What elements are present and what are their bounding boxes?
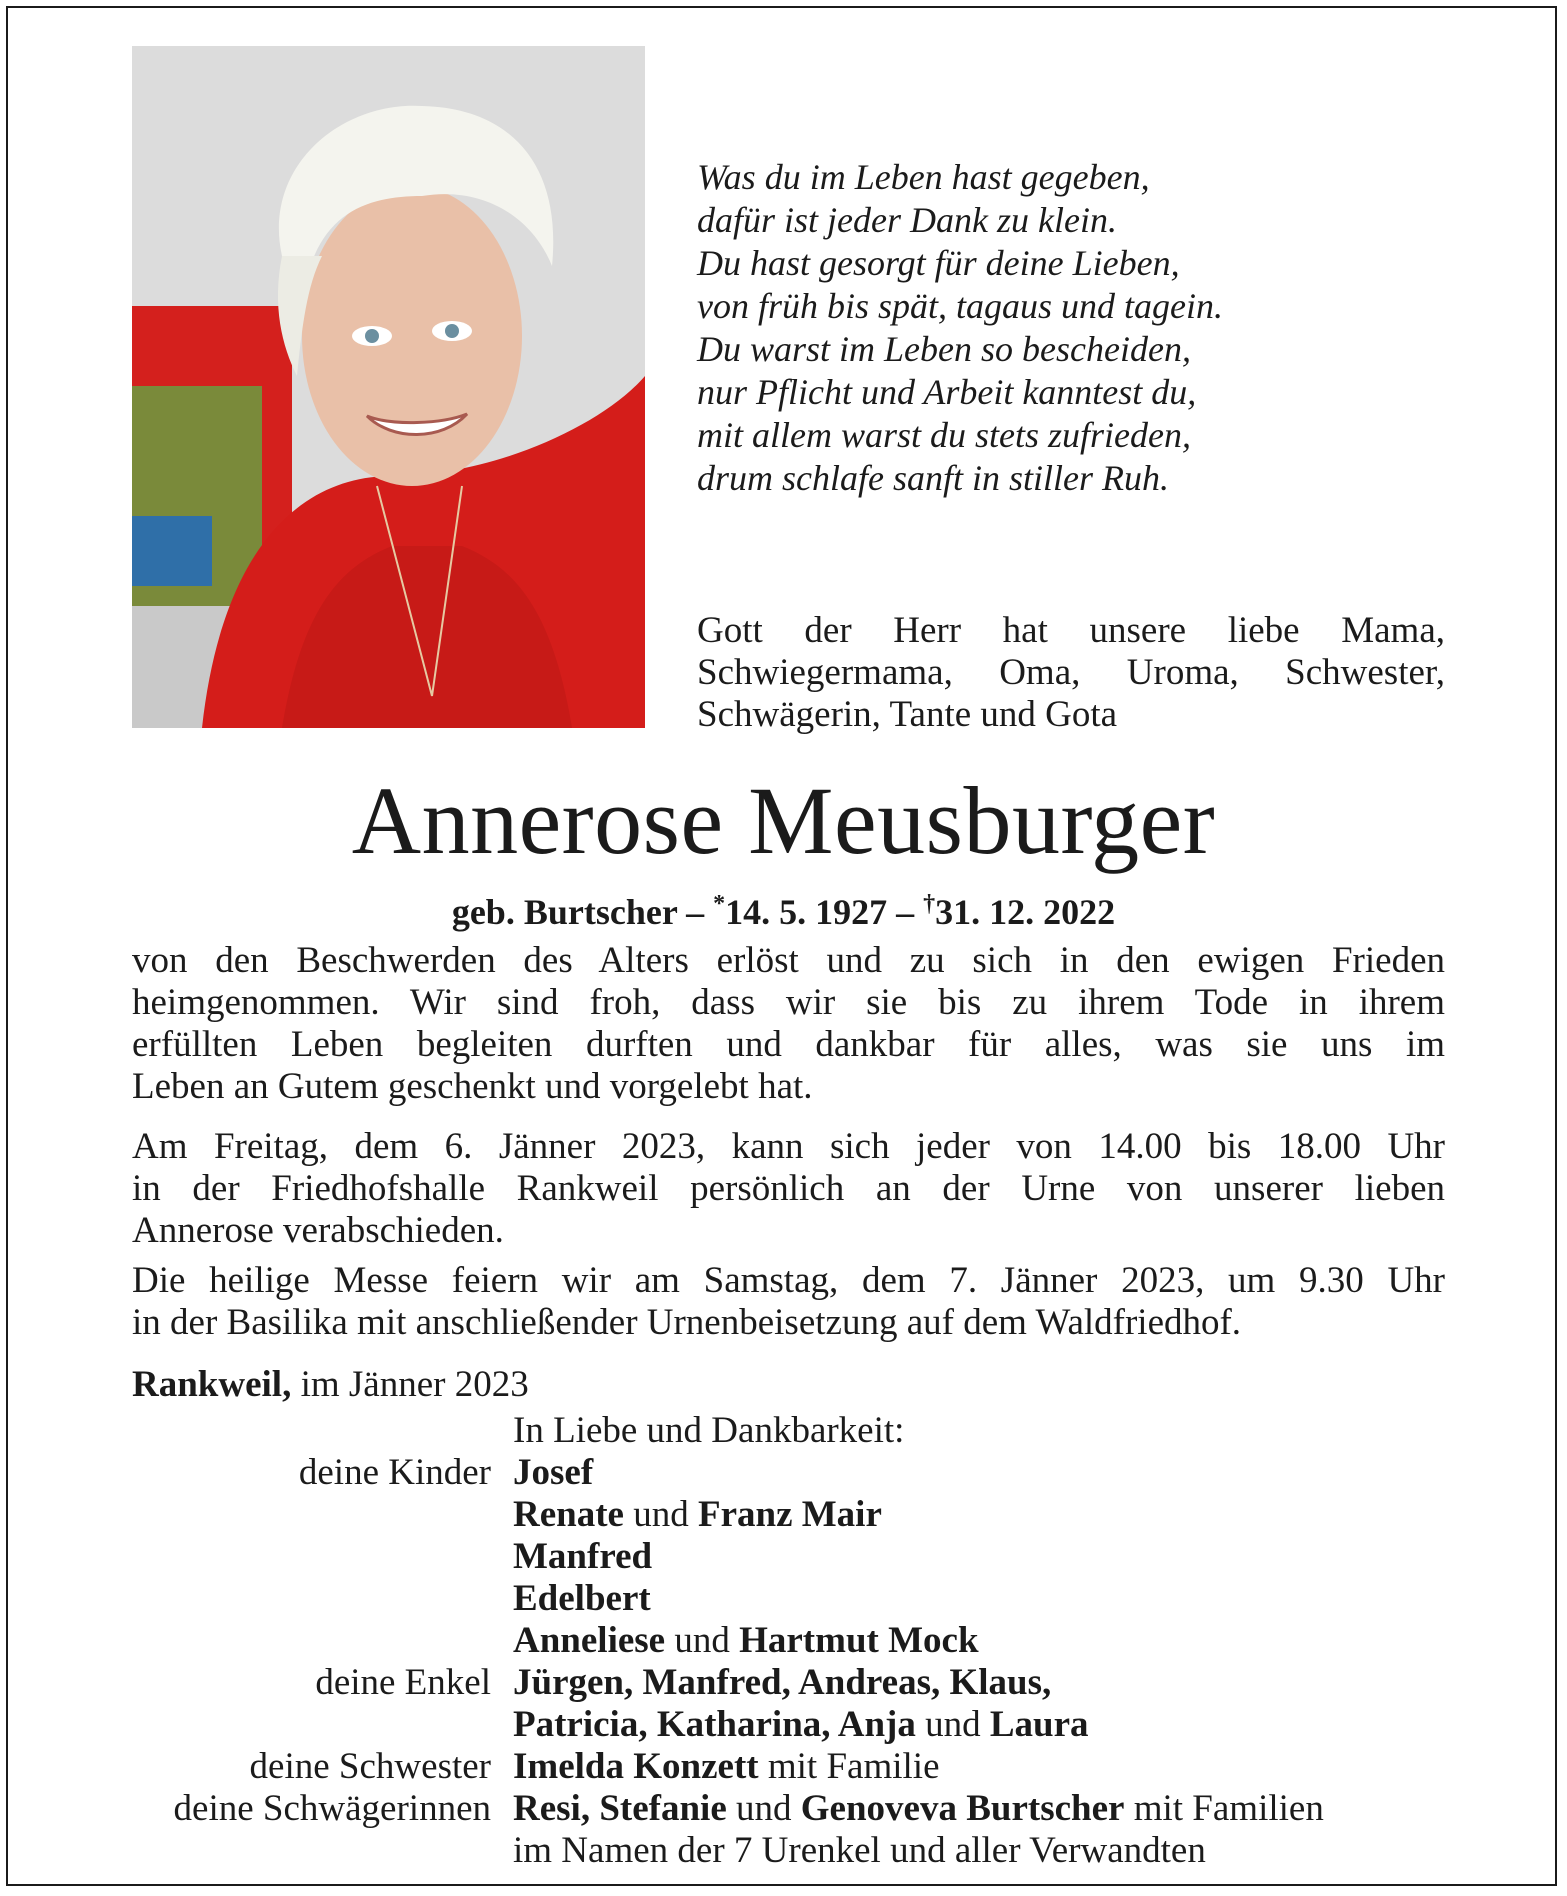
poem-line: Du hast gesorgt für deine Lieben, — [697, 243, 1180, 283]
sister-name: Imelda Konzett — [513, 1746, 759, 1787]
cross-symbol: † — [923, 891, 936, 917]
place-month: im Jänner 2023 — [300, 1364, 529, 1405]
connector-text: und — [925, 1704, 981, 1745]
paragraph-line: in der Basilika mit anschließender Urnenbeisetzung auf dem Waldfriedhof. — [132, 1302, 1242, 1343]
portrait-photo — [132, 46, 645, 728]
paragraph-line: Annerose verabschieden. — [132, 1210, 504, 1251]
child-name: Edelbert — [513, 1578, 651, 1619]
intro-line: Schwiegermama, Oma, Uroma, Schwester, — [697, 652, 1445, 693]
poem-line: dafür ist jeder Dank zu klein. — [697, 200, 1117, 240]
grandchild-name: Laura — [989, 1704, 1089, 1745]
grandchildren-row — [108, 1662, 1548, 1704]
grandchildren-label: deine Enkel — [315, 1662, 491, 1703]
connector-text: und — [633, 1494, 689, 1535]
connector-text: und — [674, 1620, 730, 1661]
child-name: Anneliese — [513, 1620, 666, 1661]
children-row — [108, 1578, 1548, 1620]
paragraph-line: erfüllten Leben begleiten durften und dankbar für alles, was sie uns im — [132, 1024, 1445, 1065]
sisters-in-law-row — [108, 1788, 1548, 1830]
poem-line: Was du im Leben hast gegeben, — [697, 157, 1150, 197]
children-row — [108, 1620, 1548, 1662]
children-row — [108, 1536, 1548, 1578]
children-row — [108, 1494, 1548, 1536]
sisters-in-law-label: deine Schwägerinnen — [173, 1788, 491, 1829]
intro-line: Gott der Herr hat unsere liebe Mama, — [697, 610, 1445, 651]
child-name: Josef — [513, 1452, 594, 1493]
sister-label: deine Schwester — [249, 1746, 491, 1787]
sisters-in-law-names: Resi, Stefanie — [513, 1788, 727, 1829]
separator-dash: – — [896, 892, 915, 932]
sister-in-law-name: Genoveva Burtscher — [800, 1788, 1125, 1829]
children-row — [108, 1452, 1548, 1494]
born-symbol: * — [713, 891, 726, 917]
place-date — [132, 1364, 529, 1406]
paragraph-mass — [132, 1260, 1445, 1344]
poem-line: nur Pflicht und Arbeit kanntest du, — [697, 372, 1197, 412]
intro-text — [697, 610, 1445, 736]
deceased-name: Annerose Meusburger — [351, 767, 1216, 874]
sister-row — [108, 1746, 1548, 1788]
paragraph-line: von den Beschwerden des Alters erlöst und zu sich in den ewigen Frieden — [132, 940, 1445, 981]
death-date: 31. 12. 2022 — [935, 892, 1116, 932]
closing-row — [108, 1830, 1548, 1872]
poem-line: mit allem warst du stets zufrieden, — [697, 415, 1191, 455]
birth-date: 14. 5. 1927 — [725, 892, 888, 932]
child-spouse-name: Franz Mair — [697, 1494, 882, 1535]
sister-suffix: mit Familie — [767, 1746, 940, 1787]
paragraph-line: Leben an Gutem geschenkt und vorgelebt hat. — [132, 1066, 813, 1107]
grandchildren-names: Patricia, Katharina, Anja — [513, 1704, 916, 1745]
child-name: Manfred — [513, 1536, 653, 1577]
place-town: Rankweil, — [132, 1364, 292, 1405]
paragraph-farewell — [132, 1126, 1445, 1252]
mourners-heading: In Liebe und Dankbarkeit: — [513, 1410, 905, 1451]
poem-line: von früh bis spät, tagaus und tagein. — [697, 286, 1224, 326]
paragraph-line: Die heilige Messe feiern wir am Samstag, dem 7. Jänner 2023, um 9.30 Uhr — [132, 1260, 1445, 1301]
children-label: deine Kinder — [298, 1452, 491, 1493]
grandchildren-names: Jürgen, Manfred, Andreas, Klaus, — [513, 1662, 1052, 1703]
poem-line: drum schlafe sanft in stiller Ruh. — [697, 458, 1169, 498]
paragraph-announcement — [132, 940, 1445, 1108]
memorial-poem — [697, 156, 1497, 500]
paragraph-line: Am Freitag, dem 6. Jänner 2023, kann sich jeder von 14.00 bis 18.00 Uhr — [132, 1126, 1445, 1167]
birth-name: geb. Burtscher — [451, 892, 678, 932]
mourners-list — [108, 1410, 1548, 1872]
poem-line: Du warst im Leben so bescheiden, — [697, 329, 1191, 369]
sisters-in-law-suffix: mit Familien — [1133, 1788, 1324, 1829]
portrait-image — [132, 46, 645, 728]
paragraph-line: in der Friedhofshalle Rankweil persönlich an der Urne von unserer lieben — [132, 1168, 1445, 1209]
closing-text: im Namen der 7 Urenkel und aller Verwandten — [513, 1830, 1206, 1871]
child-name: Renate — [513, 1494, 624, 1535]
grandchildren-row — [108, 1704, 1548, 1746]
connector-text: und — [736, 1788, 792, 1829]
life-dates — [8, 882, 1559, 934]
mourners-heading-row — [108, 1410, 1548, 1452]
paragraph-line: heimgenommen. Wir sind froh, dass wir sie bis zu ihrem Tode in ihrem — [132, 982, 1445, 1023]
intro-line: Schwägerin, Tante und Gota — [697, 694, 1118, 735]
child-spouse-name: Hartmut Mock — [739, 1620, 979, 1661]
separator-dash: – — [686, 892, 705, 932]
obituary-notice — [6, 6, 1557, 1886]
